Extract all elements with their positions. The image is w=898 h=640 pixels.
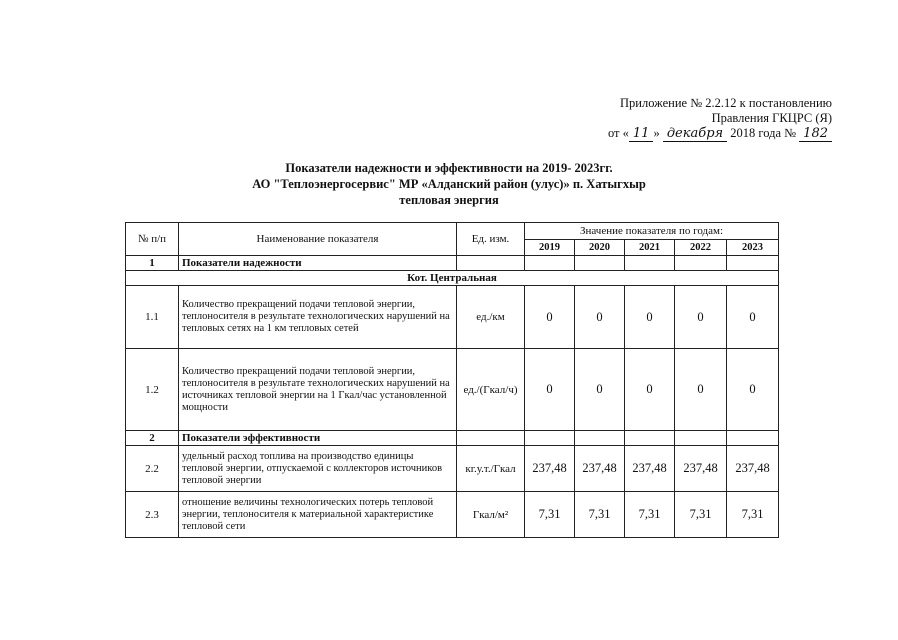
appendix-date-line [608, 126, 832, 142]
row-name: удельный расход топлива на производство единицы тепловой энергии, отпускаемой с коллекторов источников тепловой энергии [179, 446, 457, 492]
row-value: 0 [525, 286, 575, 349]
date-mid: » [653, 126, 660, 140]
date-prefix: от « [607, 126, 629, 140]
row-value: 237,48 [575, 446, 625, 492]
header-year: 2019 [525, 240, 575, 256]
row-num: 1.1 [126, 286, 179, 349]
row-value: 237,48 [675, 446, 727, 492]
row-value: 0 [727, 349, 779, 431]
header-year: 2023 [727, 240, 779, 256]
row-name: Количество прекращений подачи тепловой энергии, теплоносителя в результате технологических нарушений на тепловых сетях на 1 км тепловых сетей [179, 286, 457, 349]
row-value: 0 [525, 349, 575, 431]
header-num: № п/п [126, 223, 179, 256]
appendix-line1: Приложение № 2.2.12 к постановлению [620, 96, 832, 110]
handwritten-day: 11 [629, 126, 654, 142]
section-num: 2 [126, 431, 179, 446]
title-line3: тепловая энергия [399, 193, 499, 207]
row-value: 7,31 [727, 492, 779, 538]
row-name: отношение величины технологических потерь тепловой энергии, теплоносителя к материальной характеристике тепловой сети [179, 492, 457, 538]
section-title: Показатели надежности [179, 256, 457, 271]
table-row [126, 349, 779, 431]
row-value: 0 [625, 349, 675, 431]
row-num: 2.2 [126, 446, 179, 492]
table-row [126, 446, 779, 492]
header-unit: Ед. изм. [457, 223, 525, 256]
table-row [126, 286, 779, 349]
document-title [0, 160, 898, 208]
row-unit: Гкал/м² [457, 492, 525, 538]
section-title: Показатели эффективности [179, 431, 457, 446]
row-value: 7,31 [675, 492, 727, 538]
header-name: Наименование показателя [179, 223, 457, 256]
row-value: 7,31 [625, 492, 675, 538]
date-year: 2018 года № [730, 126, 797, 140]
table-row [126, 431, 779, 446]
header-year: 2022 [675, 240, 727, 256]
handwritten-month: декабря [663, 126, 727, 142]
handwritten-number: 182 [799, 126, 832, 142]
subsection-title: Кот. Центральная [126, 271, 779, 286]
row-value: 237,48 [525, 446, 575, 492]
header-year: 2021 [625, 240, 675, 256]
row-unit: ед./(Гкал/ч) [457, 349, 525, 431]
table-row [126, 492, 779, 538]
row-value: 237,48 [625, 446, 675, 492]
title-line2: АО "Теплоэнергосервис" МР «Алданский район (улус)» п. Хатыгхыр [252, 177, 646, 191]
row-num: 2.3 [126, 492, 179, 538]
row-unit: ед./км [457, 286, 525, 349]
row-value: 7,31 [525, 492, 575, 538]
header-values: Значение показателя по годам: [525, 223, 779, 240]
indicators-table [125, 222, 779, 538]
row-value: 0 [625, 286, 675, 349]
row-num: 1.2 [126, 349, 179, 431]
header-year: 2020 [575, 240, 625, 256]
row-value: 0 [675, 349, 727, 431]
row-value: 0 [575, 286, 625, 349]
table-row [126, 256, 779, 271]
title-line1: Показатели надежности и эффективности на 2019- 2023гг. [285, 161, 613, 175]
row-value: 0 [675, 286, 727, 349]
row-value: 7,31 [575, 492, 625, 538]
row-value: 237,48 [727, 446, 779, 492]
table-row [126, 271, 779, 286]
row-unit: кг.у.т./Гкал [457, 446, 525, 492]
row-value: 0 [575, 349, 625, 431]
section-num: 1 [126, 256, 179, 271]
appendix-block [608, 96, 832, 142]
row-name: Количество прекращений подачи тепловой энергии, теплоносителя в результате технологических нарушений на источниках тепловой энергии на 1 Гкал/час установленной мощности [179, 349, 457, 431]
row-value: 0 [727, 286, 779, 349]
appendix-line2: Правления ГКЦРС (Я) [711, 111, 832, 125]
